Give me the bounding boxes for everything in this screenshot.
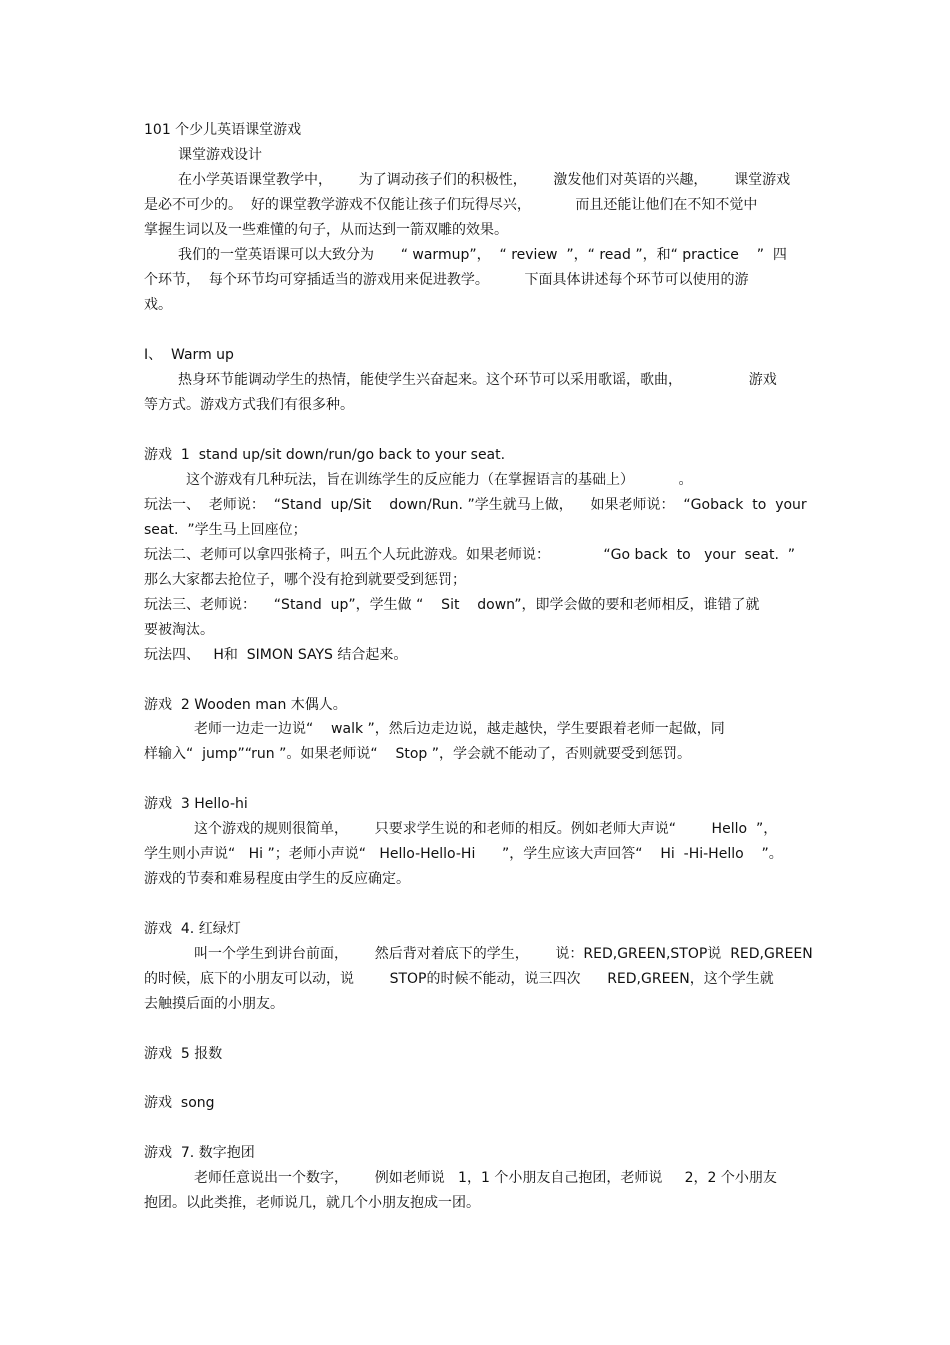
game-line: 要被淘汰。 [144, 622, 214, 638]
game-line: 学生则小声说“ Hi ”；老师小声说“ Hello-Hello-Hi ”，学生应该大声回答“ Hi -Hi-Hello ”。 [144, 846, 783, 862]
game-line: 玩法一、 老师说： “Stand up/Sit down/Run. ”学生就马上做， 如果老师说： “Goback to your [144, 497, 807, 513]
game-line: 那么大家都去抢位子，哪个没有抢到就要受到惩罚； [144, 572, 466, 588]
game-line: 这个游戏有几种玩法，旨在训练学生的反应能力（在掌握语言的基础上） 。 [186, 472, 693, 488]
intro-line: 我们的一堂英语课可以大致分为 “ warmup”， “ review ”，“ read ”，和“ practice ” 四 [178, 247, 787, 263]
game-line: 叫一个学生到讲台前面， 然后背对着底下的学生， 说：RED,GREEN,STOP说 RED,GREEN [194, 946, 813, 962]
game-line: 玩法二、老师可以拿四张椅子，叫五个人玩此游戏。如果老师说： “Go back to your seat. ” [144, 547, 796, 563]
game-line: 的时候，底下的小朋友可以动，说 STOP的时候不能动，说三四次 RED,GREEN，这个学生就 [144, 971, 774, 987]
game-line: 去触摸后面的小朋友。 [144, 996, 284, 1012]
intro-line: 个环节， 每个环节均可穿插适当的游戏用来促进教学。 下面具体讲述每个环节可以使用的游 [144, 272, 749, 288]
game-line: 游戏的节奏和难易程度由学生的反应确定。 [144, 871, 410, 887]
game-title: 游戏 5 报数 [144, 1046, 223, 1062]
game-line: 样输入“ jump”“run ”。如果老师说“ Stop ”，学会就不能动了，否则就要受到惩罚。 [144, 746, 691, 762]
game-line: 玩法四、 H和 SIMON SAYS 结合起来。 [144, 647, 408, 663]
game-title: 游戏 7. 数字抱团 [144, 1145, 255, 1161]
document-subtitle: 课堂游戏设计 [178, 147, 262, 163]
game-title: 游戏 2 Wooden man 木偶人。 [144, 697, 347, 713]
intro-line: 掌握生词以及一些难懂的句子，从而达到一箭双雕的效果。 [144, 222, 508, 238]
game-title: 游戏 3 Hello-hi [144, 796, 248, 812]
intro-line: 是必不可少的。 好的课堂教学游戏不仅能让孩子们玩得尽兴， 而且还能让他们在不知不觉中 [144, 197, 758, 213]
game-line: 抱团。以此类推，老师说几，就几个小朋友抱成一团。 [144, 1195, 480, 1211]
game-line: seat. ”学生马上回座位； [144, 522, 307, 538]
section-line: 等方式。游戏方式我们有很多种。 [144, 397, 354, 413]
game-line: 老师任意说出一个数字， 例如老师说 1，1 个小朋友自己抱团，老师说 2，2 个小朋友 [194, 1170, 777, 1186]
section-heading: Ⅰ、 Warm up [144, 347, 234, 363]
document-title: 101 个少儿英语课堂游戏 [144, 122, 302, 138]
game-line: 玩法三、老师说： “Stand up”，学生做 “ Sit down”，即学会做的要和老师相反，谁错了就 [144, 597, 760, 613]
intro-line: 在小学英语课堂教学中， 为了调动孩子们的积极性， 激发他们对英语的兴趣， 课堂游戏 [178, 172, 791, 188]
intro-line: 戏。 [144, 297, 172, 313]
game-line: 这个游戏的规则很简单， 只要求学生说的和老师的相反。例如老师大声说“ Hello ”， [194, 821, 778, 837]
game-title: 游戏 1 stand up/sit down/run/go back to your seat. [144, 447, 506, 463]
section-line: 热身环节能调动学生的热情，能使学生兴奋起来。这个环节可以采用歌谣，歌曲， 游戏 [178, 372, 777, 388]
game-line: 老师一边走一边说“ walk ”，然后边走边说，越走越快，学生要跟着老师一起做，同 [194, 721, 725, 737]
game-title: 游戏 song [144, 1095, 215, 1111]
game-title: 游戏 4. 红绿灯 [144, 921, 241, 937]
